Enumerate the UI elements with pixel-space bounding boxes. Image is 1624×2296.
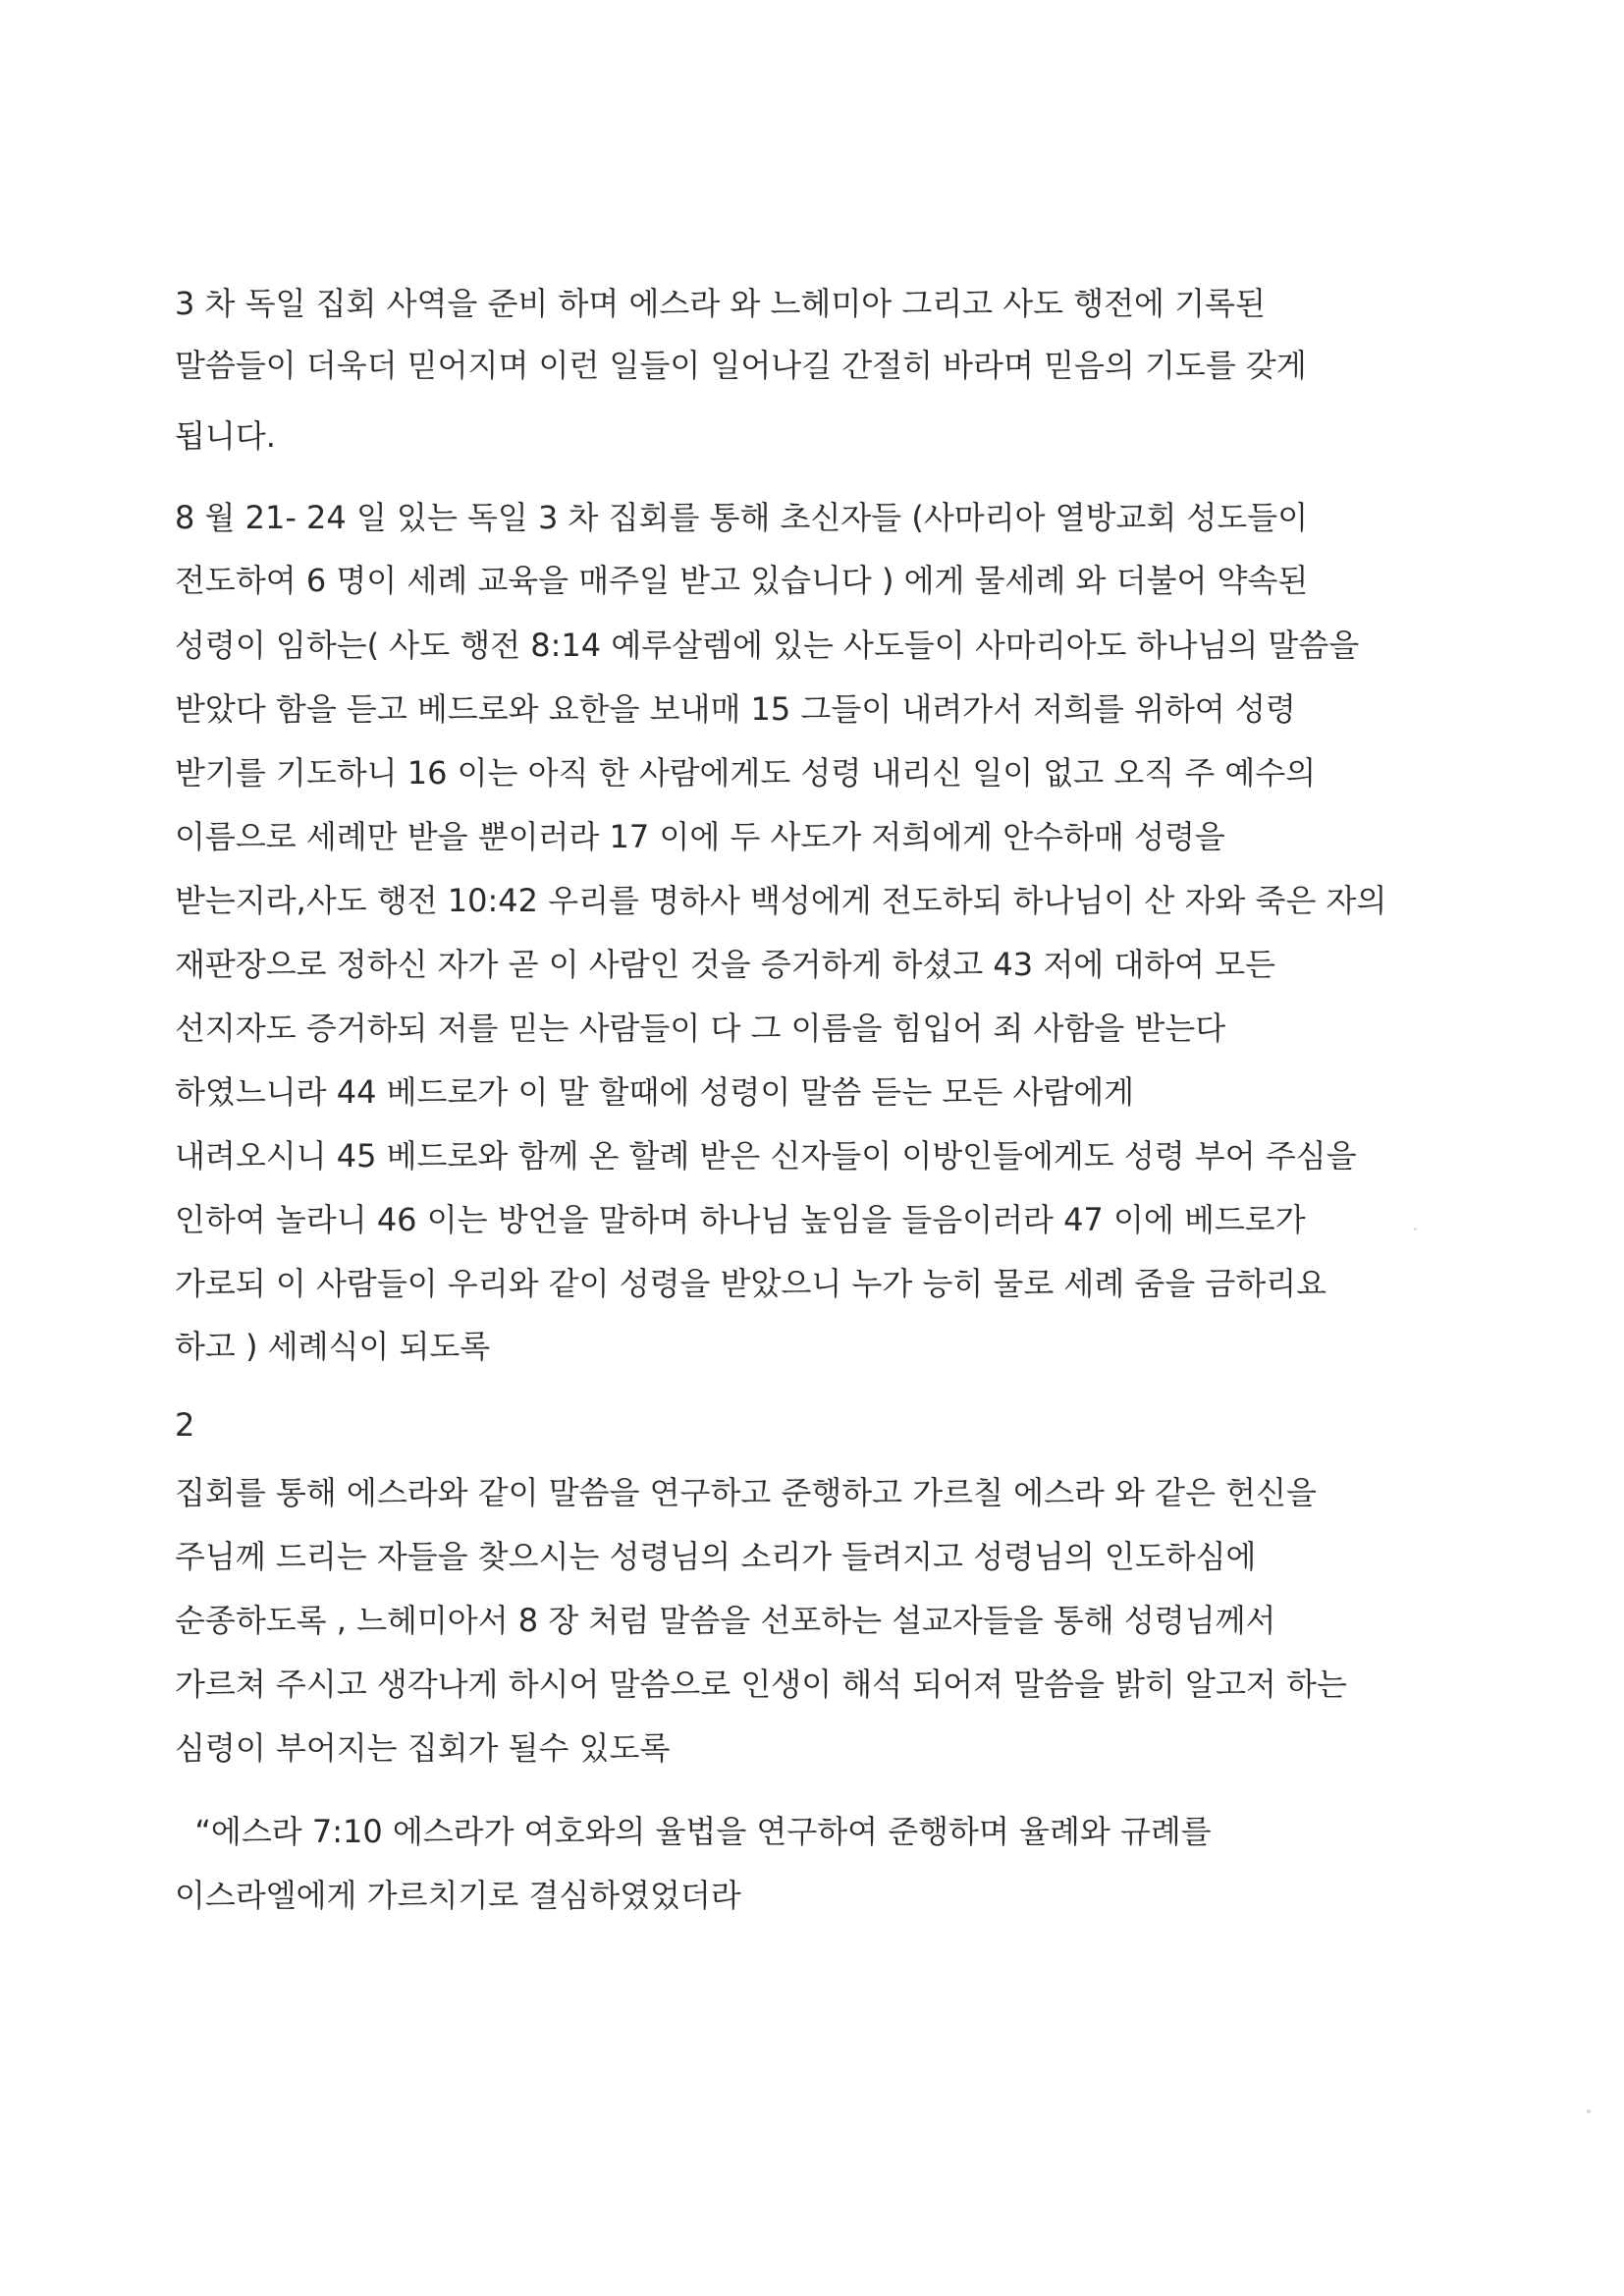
paragraph-3-line-5: 심령이 부어지는 집회가 될수 있도록 — [175, 1729, 671, 1767]
paragraph-3-line-3: 순종하도록 , 느헤미아서 8 장 처럼 말씀을 선포하는 설교자들을 통해 성령님께서 — [175, 1602, 1276, 1639]
scan-speck — [1587, 2109, 1591, 2113]
paragraph-2-line-7: 받는지라,사도 행전 10:42 우리를 명하사 백성에게 전도하되 하나님이 산 자와 죽은 자의 — [175, 882, 1387, 919]
paragraph-2-line-6: 이름으로 세례만 받을 뿐이러라 17 이에 두 사도가 저희에게 안수하매 성령을 — [175, 818, 1225, 855]
paragraph-2-line-12: 인하여 놀라니 46 이는 방언을 말하며 하나님 높임을 들음이러라 47 이에 베드로가 — [175, 1201, 1306, 1238]
paragraph-3-line-4: 가르쳐 주시고 생각나게 하시어 말씀으로 인생이 해석 되어져 말씀을 밝히 알고저 하는 — [175, 1666, 1347, 1703]
paragraph-1-line-2: 말씀들이 더욱더 믿어지며 이런 일들이 일어나길 간절히 바라며 믿음의 기도를 갖게 — [175, 347, 1307, 384]
paragraph-2-line-10: 하였느니라 44 베드로가 이 말 할때에 성령이 말씀 듣는 모든 사람에게 — [175, 1073, 1135, 1111]
paragraph-2-line-9: 선지자도 증거하되 저를 믿는 사람들이 다 그 이름을 힘입어 죄 사함을 받는다 — [175, 1010, 1226, 1047]
paragraph-1-line-3: 됩니다. — [175, 417, 276, 455]
paragraph-2-line-4: 받았다 함을 듣고 베드로와 요한을 보내매 15 그들이 내려가서 저희를 위하여 성령 — [175, 690, 1296, 728]
paragraph-2-line-1: 8 월 21- 24 일 있는 독일 3 차 집회를 통해 초신자들 (사마리아 열방교회 성도들이 — [175, 499, 1309, 536]
paragraph-2-line-13: 가로되 이 사람들이 우리와 같이 성령을 받았으니 누가 능히 물로 세례 줌을 금하리요 — [175, 1265, 1327, 1302]
quote-line-2: 이스라엘에게 가르치기로 결심하였었더라 — [175, 1877, 741, 1914]
paragraph-2-line-11: 내려오시니 45 베드로와 함께 온 할례 받은 신자들이 이방인들에게도 성령 부어 주심을 — [175, 1137, 1357, 1175]
paragraph-3-line-1: 집회를 통해 에스라와 같이 말씀을 연구하고 준행하고 가르칠 에스라 와 같은 헌신을 — [175, 1474, 1317, 1511]
section-number: 2 — [175, 1406, 195, 1444]
paragraph-2-line-14: 하고 ) 세례식이 되도록 — [175, 1328, 491, 1365]
paragraph-2-line-2: 전도하여 6 명이 세례 교육을 매주일 받고 있습니다 ) 에게 물세례 와 더불어 약속된 — [175, 562, 1309, 599]
quote-line-1: “에스라 7:10 에스라가 여호와의 율법을 연구하여 준행하며 율례와 규례를 — [175, 1813, 1212, 1850]
paragraph-2-line-3: 성령이 임하는( 사도 행전 8:14 예루살렘에 있는 사도들이 사마리아도 하나님의 말씀을 — [175, 627, 1360, 664]
paragraph-3-line-2: 주님께 드리는 자들을 찾으시는 성령님의 소리가 들려지고 성령님의 인도하심에 — [175, 1538, 1257, 1575]
paragraph-2-line-8: 재판장으로 정하신 자가 곧 이 사람인 것을 증거하게 하셨고 43 저에 대하여 모든 — [175, 946, 1276, 983]
paragraph-1-line-1: 3 차 독일 집회 사역을 준비 하며 에스라 와 느헤미아 그리고 사도 행전에 기록된 — [175, 285, 1266, 322]
paragraph-2-line-5: 받기를 기도하니 16 이는 아직 한 사람에게도 성령 내리신 일이 없고 오직 주 예수의 — [175, 754, 1317, 792]
scan-speck — [1414, 1228, 1417, 1230]
